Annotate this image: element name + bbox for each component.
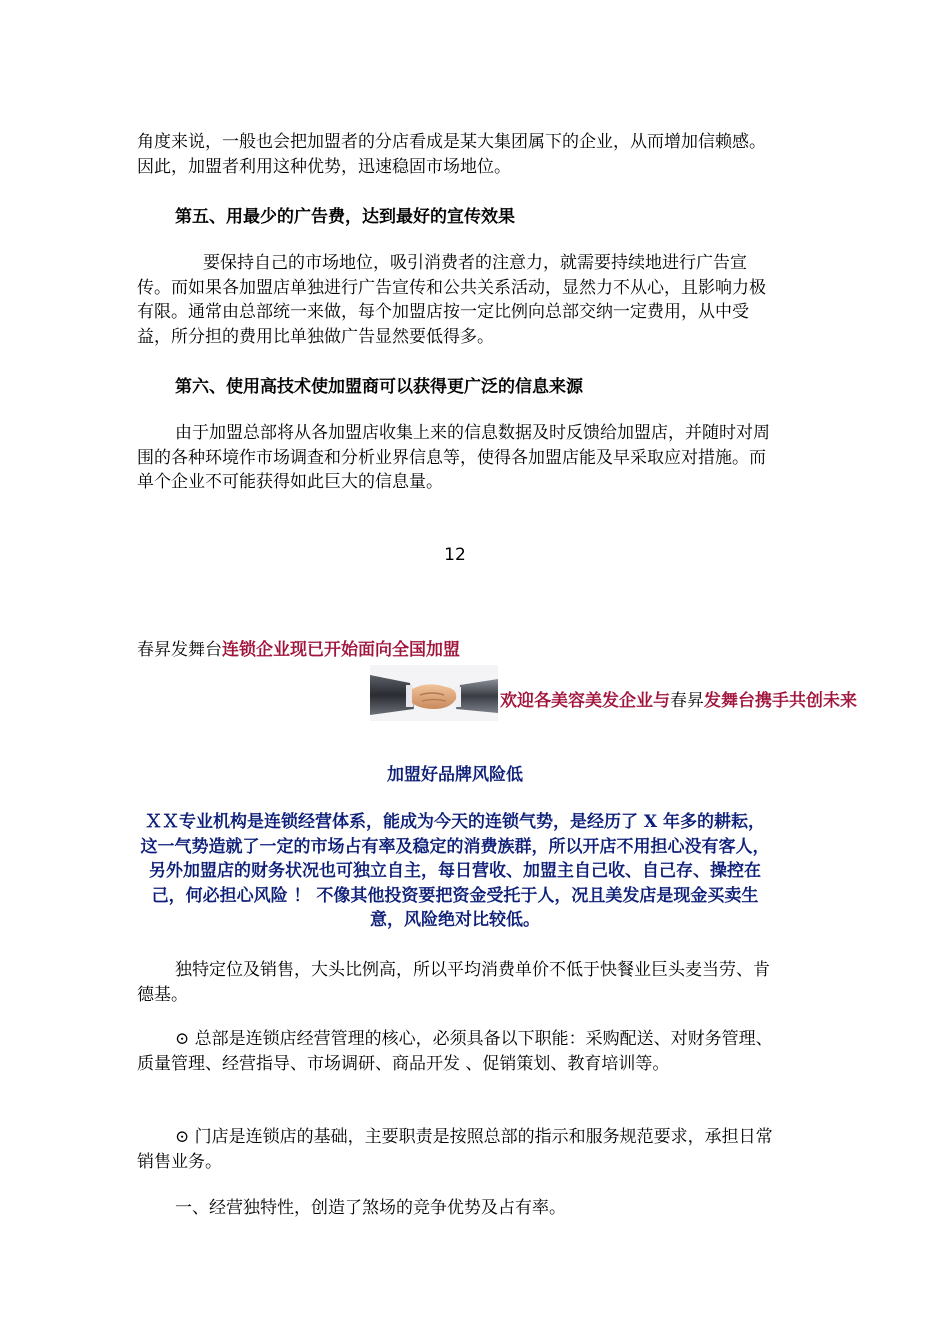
welcome-line (500, 689, 920, 714)
heading-fifth: 第五、用最少的广告费，达到最好的宣传效果 (175, 207, 515, 227)
paragraph-information: 由于加盟总部将从各加盟店收集上来的信息数据及时反馈给加盟店，并随时对周围的各种环境作市场调查和分析业界信息等，使得各加盟店能及早采取应对措施。而单个企业不可能获得如此巨大的信息量。 (137, 423, 770, 492)
paragraph-good-brand: ＸＸ专业机构是连锁经营体系，能成为今天的连锁气势，是经历了 X 年多的耕耘，这一气势造就了一定的市场占有率及稳定的消费族群，所以开店不用担心没有客人，另外加盟店的财务状况也可独立自主，每日营收、加盟主自己收、自己存、操控在己，何必担心风险 ！ 不像其他投资要把资金受托于人，况且美发店是现金买卖生意，风险绝对比较低。 (140, 812, 770, 930)
banner-line (137, 638, 837, 663)
welcome-text: 欢迎各美容美发企业与 (500, 691, 670, 711)
brand-name: 春昇发舞台 (137, 640, 222, 660)
banner-tagline: 连锁企业现已开始面向全国加盟 (222, 640, 460, 660)
welcome-brand: 春昇 (670, 691, 704, 711)
point-one: 一、经营独特性，创造了煞场的竞争优势及占有率。 (175, 1198, 566, 1218)
bullet-stores: ⊙ 门店是连锁店的基础，主要职责是按照总部的指示和服务规范要求，承担日常销售业务。 (137, 1127, 773, 1172)
paragraph-positioning: 独特定位及销售，大头比例高，所以平均消费单价不低于快餐业巨头麦当劳、肯德基。 (137, 960, 770, 1005)
paragraph-advertising: 要保持自己的市场地位，吸引消费者的注意力，就需要持续地进行广告宣传。而如果各加盟店单独进行广告宣传和公共关系活动，显然力不从心，且影响力极有限。通常由总部统一来做，每个加盟店按一定比例向总部交纳一定费用，从中受益，所分担的费用比单独做广告显然要低得多。 (137, 253, 766, 347)
paragraph-brand-trust: 角度来说，一般也会把加盟者的分店看成是某大集团属下的企业，从而增加信赖感。因此，加盟者利用这种优势，迅速稳固市场地位。 (137, 132, 766, 177)
handshake-icon (370, 665, 498, 721)
heading-sixth: 第六、使用高技术使加盟商可以获得更广泛的信息来源 (175, 377, 583, 397)
page-number: 12 (444, 545, 466, 565)
bullet-headquarters: ⊙ 总部是连锁店经营管理的核心，必须具备以下职能：采购配送、对财务管理、质量管理、经营指导、市场调研、商品开发 、促销策划、教育培训等。 (137, 1029, 773, 1074)
heading-good-brand: 加盟好品牌风险低 (387, 765, 523, 785)
welcome-text-end: 发舞台携手共创未来 (704, 691, 857, 711)
